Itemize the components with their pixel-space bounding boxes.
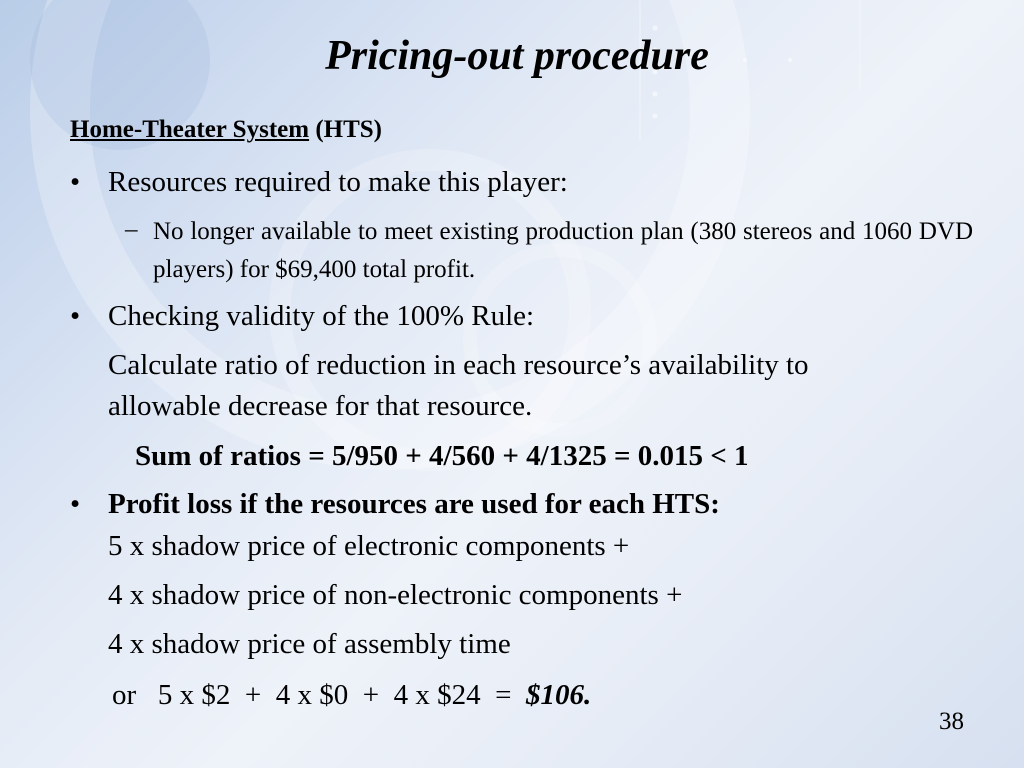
calc-line-assembly: 4 x shadow price of assembly time xyxy=(108,628,511,660)
section-heading xyxy=(70,116,382,144)
heading-rest: (HTS) xyxy=(309,116,382,143)
paragraph-line-2: allowable decrease for that resource. xyxy=(108,390,533,422)
slide-title: Pricing-out procedure xyxy=(325,33,709,79)
result-line xyxy=(112,679,591,712)
heading-underlined: Home-Theater System xyxy=(70,116,310,143)
bullet-resources-required: Resources required to make this player: xyxy=(108,166,568,198)
sub-bullet-no-longer-available: No longer available to meet existing production plan (380 stereos and 1060 DVD players) for $69,400 total profit. xyxy=(153,218,973,283)
bullet-profit-loss: Profit loss if the resources are used for each HTS: xyxy=(108,488,720,520)
sum-of-ratios: Sum of ratios = 5/950 + 4/560 + 4/1325 = 0.015 < 1 xyxy=(135,440,749,472)
dash-icon: – xyxy=(125,216,138,243)
result-prefix: or 5 x $2 + 4 x $0 + 4 x $24 = xyxy=(112,679,526,711)
calc-line-non-electronic: 4 x shadow price of non-electronic components + xyxy=(108,579,683,611)
page-number: 38 xyxy=(939,708,964,735)
bullet-checking-validity: Checking validity of the 100% Rule: xyxy=(108,300,535,332)
result-value: $106. xyxy=(525,679,592,711)
bullet-icon: • xyxy=(70,300,81,332)
bullet-icon: • xyxy=(70,488,81,520)
paragraph-line-1: Calculate ratio of reduction in each resource’s availability to xyxy=(108,349,809,381)
calc-line-electronic: 5 x shadow price of electronic components + xyxy=(108,530,630,562)
bullet-icon: • xyxy=(70,166,81,198)
